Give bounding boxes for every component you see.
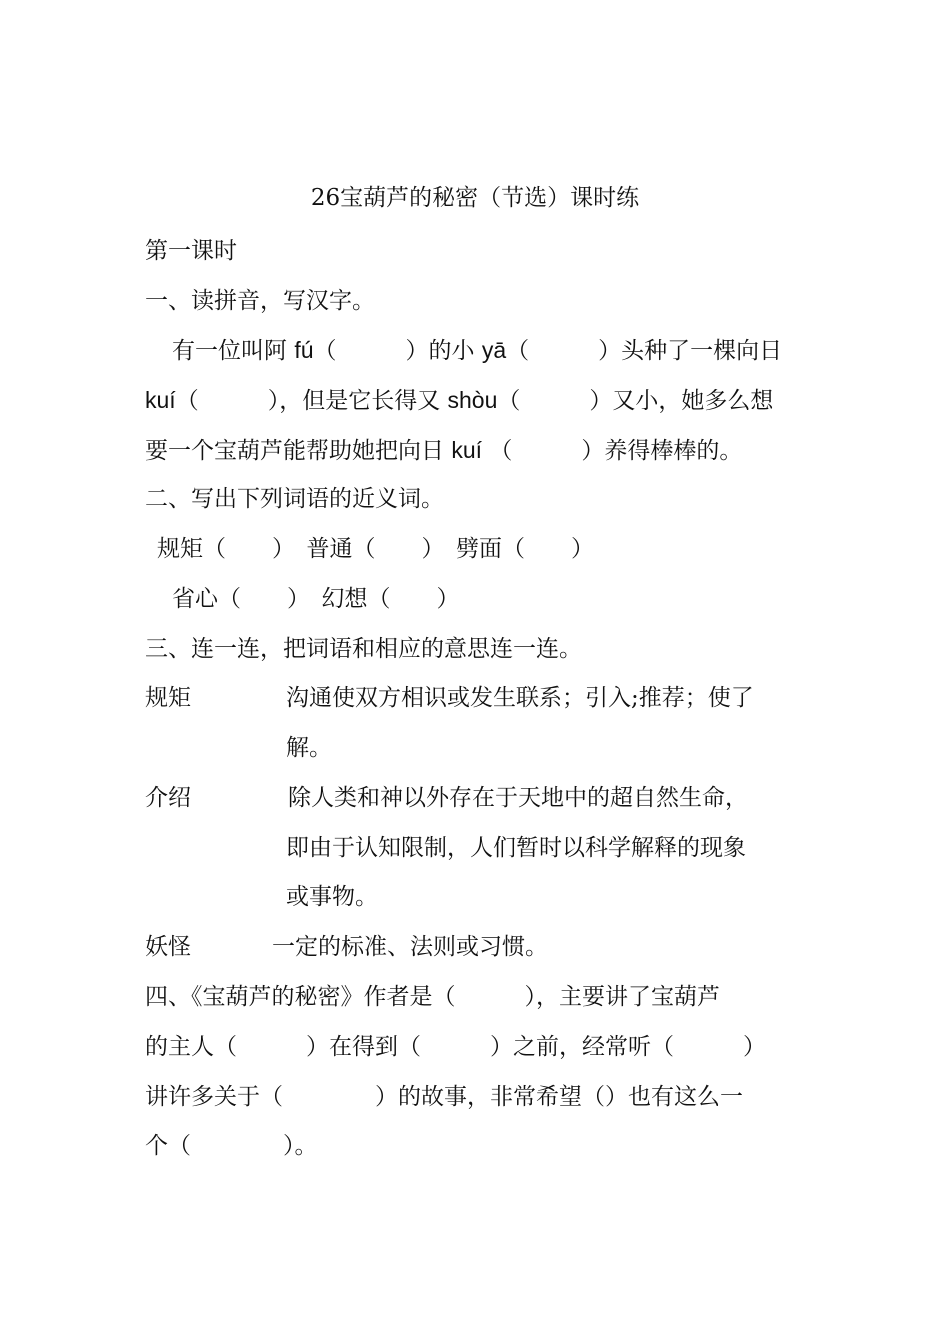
synonym-row-2: 省心（ ） 幻想（ ） [172, 586, 460, 612]
pinyin-fu: fú [294, 337, 314, 363]
lesson-label: 第一课时 [145, 238, 237, 264]
pinyin-line-1-text-b: （ ）的小 [313, 338, 475, 364]
section4-line-3: 讲许多关于（ ）的故事，非常希望（）也有这么一 [145, 1084, 743, 1110]
page-title: 26宝葫芦的秘密（节选）课时练 [310, 185, 640, 211]
section4-line-1: 四、《宝葫芦的秘密》作者是（ ），主要讲了宝葫芦 [145, 984, 720, 1010]
section2-heading: 二、写出下列词语的近义词。 [145, 486, 444, 512]
match-meaning-1-line-2: 解。 [286, 735, 332, 761]
pinyin-kui-1: kuí [145, 387, 176, 413]
pinyin-line-1 [172, 335, 782, 366]
match-meaning-3-line-1: 一定的标准、法则或习惯。 [272, 934, 548, 960]
match-meaning-2-line-3: 或事物。 [286, 884, 378, 910]
match-meaning-1-line-1: 沟通使双方相识或发生联系；引入;推荐；使了 [286, 685, 754, 711]
section3-heading: 三、连一连，把词语和相应的意思连一连。 [145, 636, 582, 662]
section4-line-2: 的主人（ ）在得到（ ）之前，经常听（ ） [145, 1034, 766, 1060]
synonym-row-1: 规矩（ ） 普通（ ） 劈面（ ） [157, 536, 594, 562]
pinyin-line-1-text-a: 有一位叫阿 [172, 338, 287, 364]
pinyin-line-3-text-a: 要一个宝葫芦能帮助她把向日 [145, 438, 444, 464]
section4-line-4: 个（ ）。 [145, 1133, 318, 1159]
match-word-2: 介绍 [145, 785, 191, 811]
pinyin-line-1-text-c: （ ）头种了一棵向日 [506, 338, 783, 364]
pinyin-kui-2: kuí [451, 437, 482, 463]
pinyin-line-2-text-b: （ ）又小，她多么想 [497, 388, 774, 414]
pinyin-ya: yā [481, 337, 507, 363]
match-word-3: 妖怪 [145, 934, 191, 960]
pinyin-line-2 [145, 385, 773, 416]
pinyin-line-3-text-b: （ ）养得棒棒的。 [489, 438, 743, 464]
match-meaning-2-line-2: 即由于认知限制，人们暂时以科学解释的现象 [286, 835, 746, 861]
section1-heading: 一、读拼音，写汉字。 [145, 288, 375, 314]
pinyin-line-3 [145, 435, 742, 466]
match-word-1: 规矩 [145, 685, 191, 711]
match-meaning-2-line-1: 除人类和神以外存在于天地中的超自然生命， [288, 785, 748, 811]
pinyin-shou: shòu [447, 387, 498, 413]
pinyin-line-2-text-a: （ ），但是它长得又 [175, 388, 441, 414]
